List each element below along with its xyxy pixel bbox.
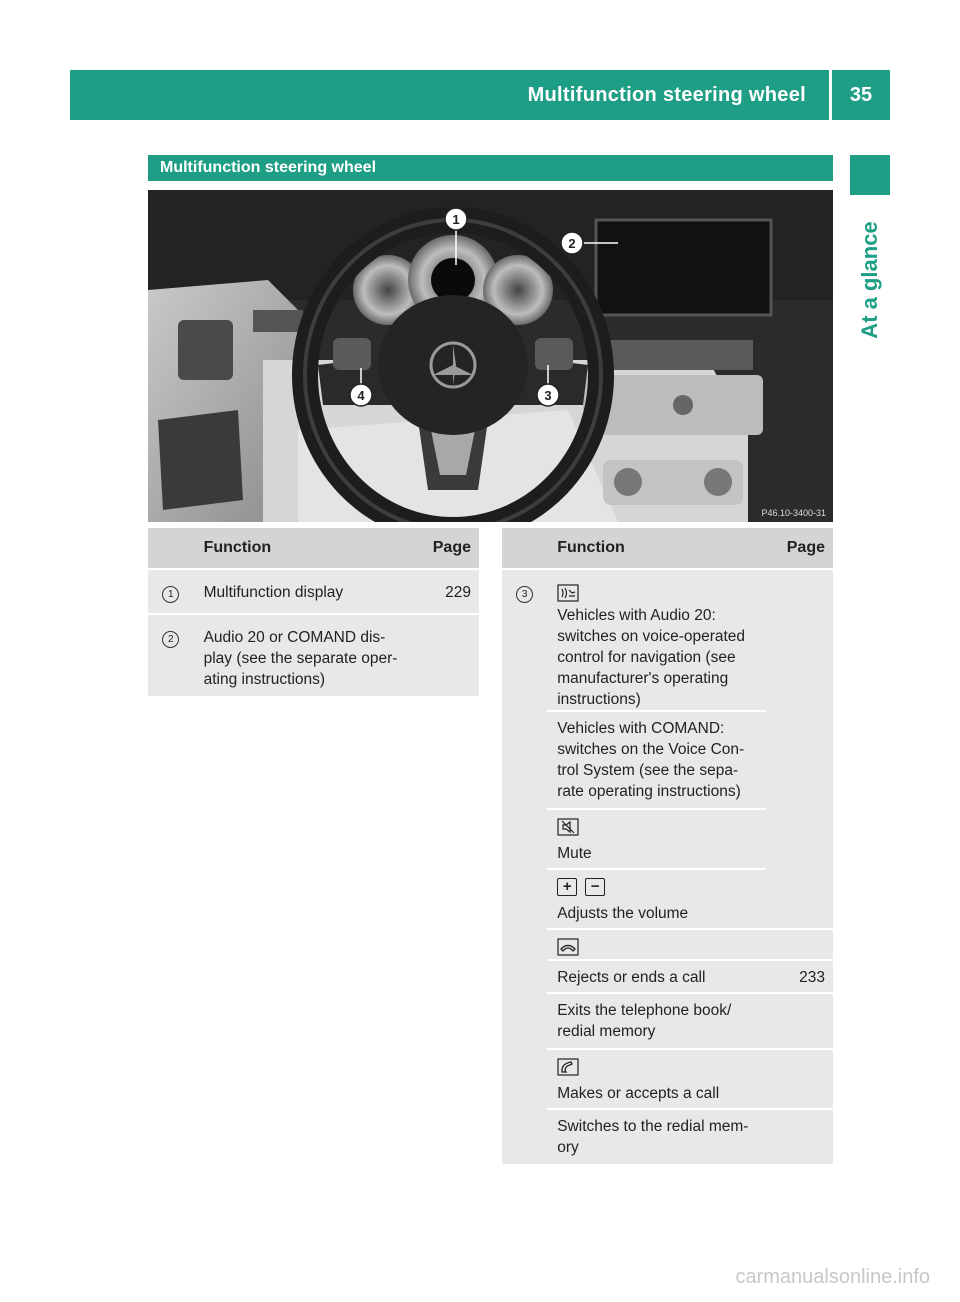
table-row xyxy=(502,1109,833,1164)
page-cell: 233 xyxy=(766,960,833,993)
callout-4 xyxy=(350,384,372,406)
callout-1 xyxy=(445,208,467,230)
function-cell: Exits the telephone book/ redial memory xyxy=(547,993,766,1049)
minus-key-icon: − xyxy=(585,878,605,896)
figure-code: P46.10-3400-31 xyxy=(761,508,826,518)
function-cell: Vehicles with Audio 20: switches on voice-operated control for navigation (see manufacturer's operating instructions) xyxy=(547,603,766,711)
table-row xyxy=(148,614,479,696)
function-table-right xyxy=(502,528,833,1164)
function-table-left xyxy=(148,528,479,696)
table-row xyxy=(502,960,833,993)
function-cell: Multifunction display xyxy=(194,569,413,614)
plus-key-icon: + xyxy=(557,878,577,896)
num-header xyxy=(502,528,547,569)
voice-control-icon xyxy=(557,584,579,602)
num-header xyxy=(148,528,194,569)
page-cell: 229 xyxy=(412,569,479,614)
table-row xyxy=(502,929,833,960)
item-number-2: 2 xyxy=(162,631,179,648)
table-row xyxy=(502,993,833,1049)
table-header xyxy=(502,528,833,569)
table-header xyxy=(148,528,479,569)
callout-3 xyxy=(537,384,559,406)
side-tab xyxy=(852,205,888,355)
function-header: Function xyxy=(194,528,413,569)
footer-watermark: carmanualsonline.info xyxy=(735,1266,930,1288)
table-row xyxy=(502,569,833,603)
callout-3-label: 3 xyxy=(544,388,552,403)
function-header: Function xyxy=(547,528,766,569)
item-number-3: 3 xyxy=(516,586,533,603)
section-title: Multifunction steering wheel xyxy=(160,159,377,176)
callout-4-label: 4 xyxy=(357,388,365,403)
steering-wheel-illustration xyxy=(148,190,833,522)
page-header xyxy=(70,70,890,120)
function-cell: Switches to the redial mem-ory xyxy=(547,1109,766,1164)
callout-1-label: 1 xyxy=(452,212,460,227)
header-title: Multifunction steering wheel xyxy=(527,84,806,106)
accept-label: Makes or accepts a call xyxy=(557,1085,720,1102)
callout-2-label: 2 xyxy=(568,236,576,251)
side-tab-marker xyxy=(850,155,890,195)
callout-2 xyxy=(561,232,583,254)
item-number-1: 1 xyxy=(162,586,179,603)
volume-label: Adjusts the volume xyxy=(557,905,689,922)
page-number: 35 xyxy=(849,84,873,106)
table-row xyxy=(148,569,479,614)
function-cell: Vehicles with COMAND: switches on the Voice Con-trol System (see the sepa-rate operating instructions) xyxy=(547,711,766,809)
mute-label: Mute xyxy=(557,845,592,862)
table-row xyxy=(502,1049,833,1109)
side-tab-label: At a glance xyxy=(857,221,882,339)
function-cell: Audio 20 or COMAND dis-play (see the separate oper-ating instructions) xyxy=(194,614,413,696)
phone-hangup-icon xyxy=(557,938,579,956)
reject-label: Rejects or ends a call xyxy=(547,960,766,993)
mute-icon xyxy=(557,818,579,836)
phone-accept-icon xyxy=(557,1058,579,1076)
page-cell xyxy=(412,614,479,696)
section-heading xyxy=(148,155,833,181)
page-header-cell: Page xyxy=(766,528,833,569)
page-header-cell: Page xyxy=(412,528,479,569)
